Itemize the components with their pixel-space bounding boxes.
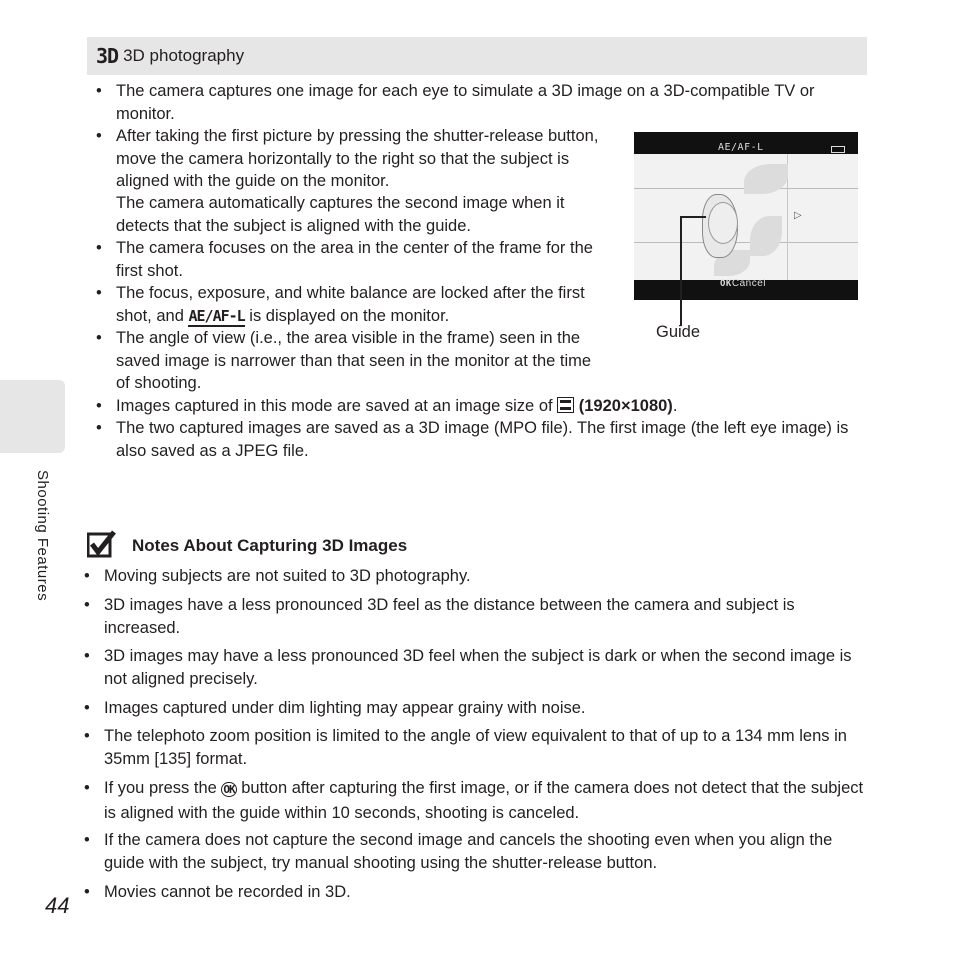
list-item: • Images captured under dim lighting may appear grainy with noise. bbox=[84, 699, 586, 717]
ok-button-icon: OK bbox=[720, 279, 732, 289]
live-view bbox=[634, 154, 858, 280]
list-item: • The focus, exposure, and white balance are locked after the first shot, and AE/AF-L is displayed on the monitor. bbox=[96, 284, 585, 325]
subject-flower bbox=[708, 202, 738, 244]
list-item: • Images captured in this mode are saved at an image size of (1920×1080). bbox=[96, 397, 678, 415]
list-item-continuation: The camera automatically captures the second image when it detects that the subject is aligned with the guide. bbox=[116, 194, 565, 235]
section-title: 3D photography bbox=[123, 46, 245, 65]
list-item: • The telephoto zoom position is limited to the angle of view equivalent to that of up to a 134 mm lens in 35mm [135] format. bbox=[84, 727, 847, 768]
list-item: • The two captured images are saved as a 3D image (MPO file). The first image (the left eye image) is also saved as a JPEG file. bbox=[96, 419, 849, 460]
background-leaf bbox=[750, 216, 782, 256]
ok-button-icon: OK bbox=[223, 783, 235, 796]
list-item: • Moving subjects are not suited to 3D photography. bbox=[84, 567, 471, 585]
list-item: • The angle of view (i.e., the area visible in the frame) seen in the saved image is narrower than that seen in the monitor at the time of shooting. bbox=[96, 329, 592, 392]
ae-af-lock-indicator: AE/AF-L bbox=[718, 142, 764, 153]
list-item: • 3D images may have a less pronounced 3D feel when the subject is dark or when the second image is not aligned precisely. bbox=[84, 647, 852, 688]
list-item: • If the camera does not capture the second image and cancels the shooting even when you align the guide with the subject, try manual shooting using the shutter-release button. bbox=[84, 831, 833, 872]
guide-leader-line bbox=[680, 216, 682, 326]
right-arrow-icon: ▷ bbox=[794, 210, 802, 221]
guide-label: Guide bbox=[656, 323, 701, 341]
battery-icon bbox=[831, 146, 845, 153]
list-item: • Movies cannot be recorded in 3D. bbox=[84, 883, 351, 901]
list-item: • 3D images have a less pronounced 3D feel as the distance between the camera and subject is increased. bbox=[84, 596, 795, 637]
chapter-tab bbox=[0, 380, 65, 453]
image-size-icon bbox=[557, 397, 574, 413]
guide-leader-line bbox=[680, 216, 706, 218]
check-note-icon bbox=[87, 530, 117, 560]
list-item: • The camera captures one image for each eye to simulate a 3D image on a 3D-compatible TV or monitor. bbox=[96, 82, 815, 123]
list-item: • The camera focuses on the area in the center of the frame for the first shot. bbox=[96, 239, 593, 280]
3d-mode-icon: 3D bbox=[96, 44, 119, 68]
list-item: • If you press the OK button after capturing the first image, or if the camera does not detect that the subject is aligned with the guide within 10 seconds, shooting is canceled. bbox=[84, 779, 864, 822]
cancel-hint: OKCancel bbox=[720, 278, 766, 289]
list-item: • After taking the first picture by pressing the shutter-release button, move the camera horizontally to the right so that the subject is aligned with the guide on the monitor. bbox=[96, 127, 599, 190]
chapter-label: Shooting Features bbox=[34, 470, 51, 602]
camera-monitor-illustration bbox=[634, 132, 858, 300]
background-leaf bbox=[744, 164, 788, 194]
section-header bbox=[87, 37, 867, 75]
ae-af-lock-icon: AE/AF-L bbox=[188, 306, 245, 325]
page-number: 44 bbox=[45, 893, 70, 918]
notes-title: Notes About Capturing 3D Images bbox=[132, 536, 408, 555]
